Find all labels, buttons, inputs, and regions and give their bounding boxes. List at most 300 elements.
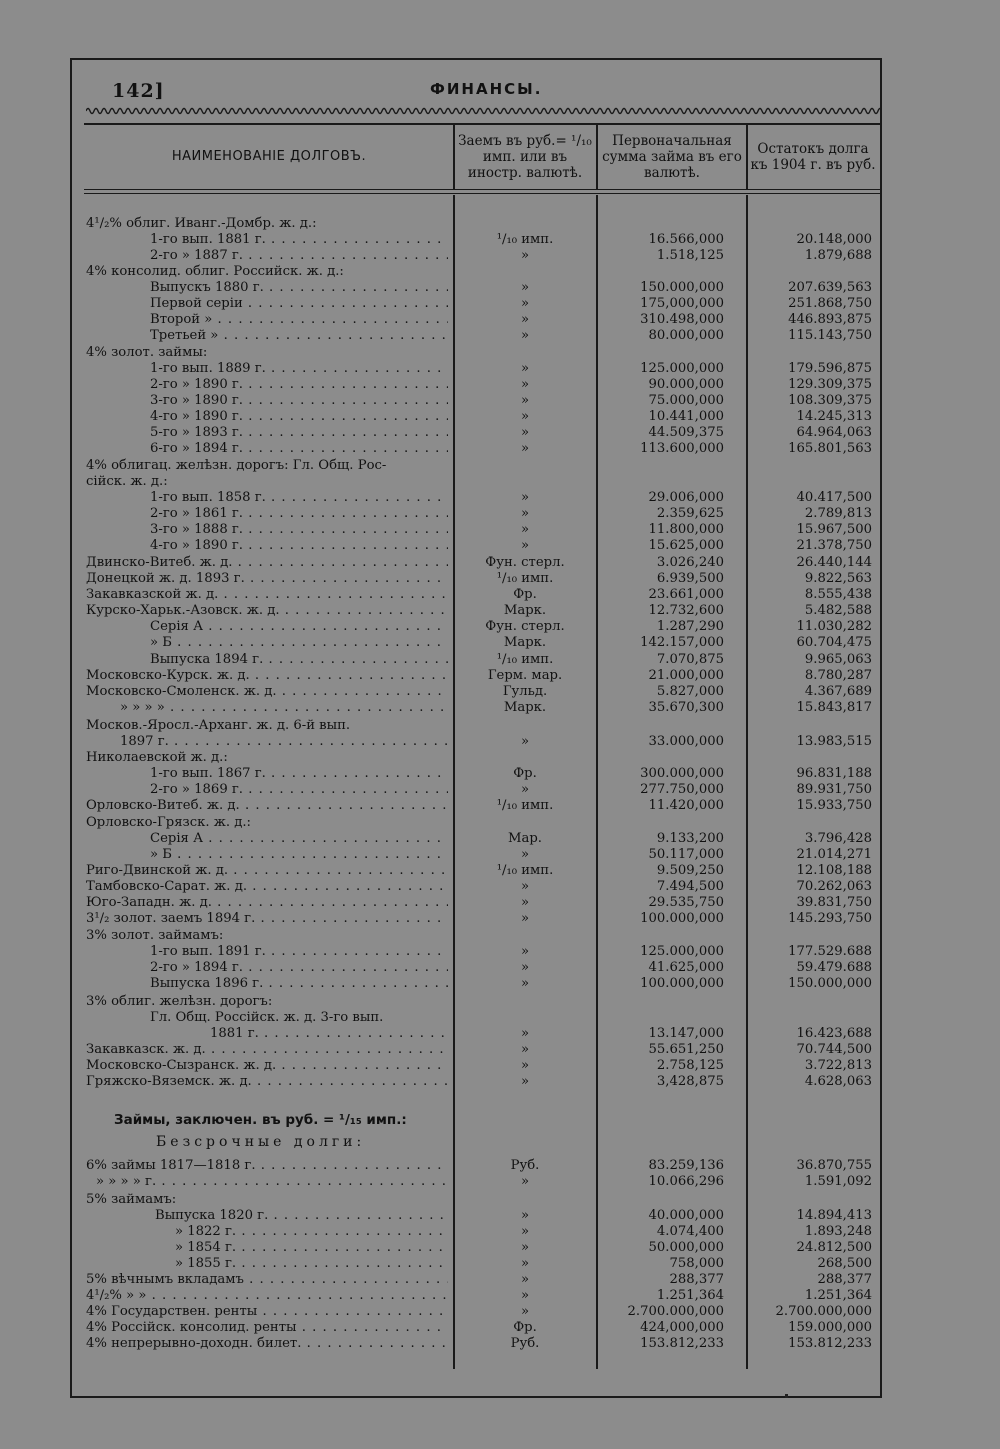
original-amount: 90.000,000 [648, 377, 724, 392]
original-amount: 33.000,000 [648, 734, 724, 749]
original-amount: 3,428,875 [656, 1074, 724, 1089]
debt-name [150, 248, 448, 264]
loan-currency: » [520, 538, 530, 553]
debt-name [150, 280, 448, 296]
debt-name [86, 603, 448, 619]
table-row [0, 1336, 1000, 1352]
debt-name-text: » 1855 г. [175, 1256, 237, 1271]
debt-name-text: Закавказск. ж. д. [86, 1042, 206, 1057]
debt-name [86, 750, 448, 766]
loan-currency: Марк. [503, 603, 547, 618]
original-amount: 300.000,000 [640, 766, 724, 781]
debt-name-text: Третьей » [150, 328, 219, 343]
original-amount: 2.359,625 [656, 506, 724, 521]
remaining-debt: 39.831,750 [796, 895, 872, 910]
original-amount: 2.758,125 [656, 1058, 724, 1073]
table-row [0, 1240, 1000, 1256]
loan-currency: ¹/₁₀ имп. [496, 863, 554, 878]
loan-currency: » [520, 522, 530, 537]
original-amount: 11.800,000 [648, 522, 724, 537]
remaining-debt: 21.378,750 [796, 538, 872, 553]
original-amount: 80.000,000 [648, 328, 724, 343]
loan-currency: » [520, 1240, 530, 1255]
remaining-debt: 1.893,248 [804, 1224, 872, 1239]
remaining-debt: 4.628,063 [804, 1074, 872, 1089]
original-amount: 9.509,250 [656, 863, 724, 878]
debt-name [86, 994, 448, 1010]
debt-name [120, 734, 448, 750]
loan-currency: » [520, 312, 530, 327]
debt-name [150, 635, 448, 651]
table-row [0, 1010, 1000, 1026]
debt-name-text: 1-го вып. 1867 г. [150, 766, 266, 781]
debt-name-text: Серія А [150, 831, 204, 846]
debt-name [150, 766, 448, 782]
debt-name-text: 5% вѣчнымъ вкладамъ [86, 1272, 244, 1287]
debt-name-text: 6% займы 1817—1818 г. [86, 1158, 256, 1173]
remaining-debt: 159.000,000 [788, 1320, 872, 1335]
loan-currency: ¹/₁₀ имп. [496, 232, 554, 247]
debt-name-text: 1881 г. [210, 1026, 259, 1041]
remaining-debt: 14.894,413 [796, 1208, 872, 1223]
original-amount: 153.812,233 [640, 1336, 724, 1351]
loan-currency: Мар. [508, 831, 542, 846]
section-heading: Займы, заключен. въ руб. = ¹/₁₅ имп.: [114, 1112, 407, 1128]
table-row [0, 1224, 1000, 1240]
original-amount: 150.000,000 [640, 280, 724, 295]
loan-currency: » [520, 976, 530, 991]
debt-name-text: Закавказской ж. д. [86, 587, 219, 602]
remaining-debt: 446.893,875 [788, 312, 872, 327]
remaining-debt: 108.309,375 [788, 393, 872, 408]
debt-name [150, 409, 448, 425]
table-row [0, 700, 1000, 716]
table-row [0, 718, 1000, 734]
debt-name [86, 1320, 448, 1336]
table-row [0, 328, 1000, 344]
table-row [0, 1042, 1000, 1058]
loan-currency: ¹/₁₀ имп. [496, 652, 554, 667]
column-header-remainder: Остатокъ долга къ 1904 г. въ руб. [750, 141, 876, 173]
remaining-debt: 1.251,364 [804, 1288, 872, 1303]
table-row [0, 1158, 1000, 1174]
table-row [0, 393, 1000, 409]
debt-name-text: 4% Россійск. консолид. ренты [86, 1320, 297, 1335]
original-amount: 5.827,000 [656, 684, 724, 699]
table-row [0, 1026, 1000, 1042]
debt-name-text: Тамбовско-Сарат. ж. д. [86, 879, 248, 894]
table-row [0, 345, 1000, 361]
debt-name-text: Гл. Общ. Россійск. ж. д. 3-го вып. [150, 1010, 384, 1025]
debt-name [150, 441, 448, 457]
table-row [0, 895, 1000, 911]
loan-currency: Герм. мар. [487, 668, 563, 683]
table-row [0, 587, 1000, 603]
debt-name [150, 361, 448, 377]
loan-currency: » [520, 1288, 530, 1303]
debt-name [150, 490, 448, 506]
table-row [0, 490, 1000, 506]
original-amount: 29.535,750 [648, 895, 724, 910]
debt-name-text: Орловско-Витеб. ж. д. [86, 798, 240, 813]
debt-name [86, 1336, 448, 1352]
table-row [0, 668, 1000, 684]
loan-currency: » [520, 506, 530, 521]
debt-name-text: » Б [150, 847, 172, 862]
original-amount: 10.441,000 [648, 409, 724, 424]
loan-currency: » [520, 895, 530, 910]
table-row [0, 994, 1000, 1010]
original-amount: 1.251,364 [656, 1288, 724, 1303]
loan-currency: Руб. [510, 1336, 540, 1351]
column-header-name: НАИМЕНОВАНІЕ ДОЛГОВЪ. [171, 149, 367, 164]
remaining-debt: 64.964,063 [796, 425, 872, 440]
debt-name [86, 1272, 448, 1288]
debt-name-text: 6-го » 1894 г. [150, 441, 244, 456]
loan-currency: » [520, 328, 530, 343]
loan-currency: » [520, 361, 530, 376]
debt-name-text: 2-го » 1869 г. [150, 782, 244, 797]
debt-name [150, 1010, 448, 1026]
original-amount: 21.000,000 [648, 668, 724, 683]
loan-currency: Фун. стерл. [485, 619, 565, 634]
table-row [0, 1272, 1000, 1288]
debt-name [150, 506, 448, 522]
debt-name [150, 831, 448, 847]
debt-name [86, 863, 448, 879]
original-amount: 40.000,000 [648, 1208, 724, 1223]
debt-name [150, 976, 448, 992]
remaining-debt: 15.967,500 [796, 522, 872, 537]
debt-name [150, 232, 448, 248]
table-row [0, 1174, 1000, 1190]
debt-name [86, 458, 448, 474]
debt-name-text: Донецкой ж. д. 1893 г. [86, 571, 245, 586]
remaining-debt: 13.983,515 [796, 734, 872, 749]
debt-name-text: 4-го » 1890 г. [150, 409, 244, 424]
debt-name-text: 2-го » 1861 г. [150, 506, 244, 521]
loan-currency: Марк. [503, 635, 547, 650]
column-header-original: Первоначальная сумма займа въ его валютѣ. [602, 133, 742, 181]
debt-name [86, 1058, 448, 1074]
remaining-debt: 150.000,000 [788, 976, 872, 991]
debt-name [150, 393, 448, 409]
debt-name-text: Московско-Курск. ж. д. [86, 668, 250, 683]
loan-currency: Фун. стерл. [485, 555, 565, 570]
debt-name-text: » » » » [120, 700, 165, 715]
remaining-debt: 20.148,000 [796, 232, 872, 247]
remaining-debt: 153.812,233 [788, 1336, 872, 1351]
debt-name [150, 619, 448, 635]
loan-currency: Гульд. [502, 684, 548, 699]
remaining-debt: 1.591,092 [804, 1174, 872, 1189]
loan-currency: » [520, 1074, 530, 1089]
debt-name-text: 1-го вып. 1881 г. [150, 232, 266, 247]
table-row [0, 684, 1000, 700]
loan-currency: » [520, 944, 530, 959]
debt-name [86, 264, 448, 280]
table-row [0, 296, 1000, 312]
loan-currency: » [520, 782, 530, 797]
debt-name-text: 1-го вып. 1891 г. [150, 944, 266, 959]
remaining-debt: 60.704,475 [796, 635, 872, 650]
loan-currency: ¹/₁₀ имп. [496, 571, 554, 586]
debt-name [150, 847, 448, 863]
remaining-debt: 14.245,313 [796, 409, 872, 424]
debt-name-text: » Б [150, 635, 172, 650]
debt-name [86, 718, 448, 734]
print-mark [785, 1394, 788, 1398]
table-row [0, 1058, 1000, 1074]
original-amount: 758,000 [669, 1256, 724, 1271]
debt-name-text: 1-го вып. 1858 г. [150, 490, 266, 505]
table-row [0, 506, 1000, 522]
remaining-debt: 96.831,188 [796, 766, 872, 781]
loan-currency: » [520, 393, 530, 408]
table-row [0, 522, 1000, 538]
debt-name-text: Московско-Сызранск. ж. д. [86, 1058, 277, 1073]
table-row [0, 361, 1000, 377]
debt-name [86, 1074, 448, 1090]
original-amount: 1.287,290 [656, 619, 724, 634]
remaining-debt: 3.722,813 [804, 1058, 872, 1073]
debt-name-text: Московско-Смоленск. ж. д. [86, 684, 277, 699]
original-amount: 23.661,000 [648, 587, 724, 602]
debt-name [150, 652, 448, 668]
table-row [0, 976, 1000, 992]
table-row [0, 280, 1000, 296]
debt-name-text: Первой серіи [150, 296, 243, 311]
original-amount: 142.157,000 [640, 635, 724, 650]
original-amount: 16.566,000 [648, 232, 724, 247]
table-row [0, 425, 1000, 441]
original-amount: 13.147,000 [648, 1026, 724, 1041]
remaining-debt: 5.482,588 [804, 603, 872, 618]
debt-name-text: Юго-Западн. ж. д. [86, 895, 212, 910]
table-row [0, 944, 1000, 960]
loan-currency: » [520, 847, 530, 862]
remaining-debt: 15.933,750 [796, 798, 872, 813]
original-amount: 10.066,296 [648, 1174, 724, 1189]
original-amount: 75.000,000 [648, 393, 724, 408]
remaining-debt: 70.744,500 [796, 1042, 872, 1057]
table-row [0, 216, 1000, 232]
remaining-debt: 129.309,375 [788, 377, 872, 392]
table-row [0, 782, 1000, 798]
table-row [0, 1192, 1000, 1208]
remaining-debt: 2.789,813 [804, 506, 872, 521]
remaining-debt: 3.796,428 [804, 831, 872, 846]
original-amount: 12.732,600 [648, 603, 724, 618]
remaining-debt: 207.639,563 [788, 280, 872, 295]
remaining-debt: 36.870,755 [796, 1158, 872, 1173]
debt-name [175, 1224, 448, 1240]
loan-currency: » [520, 425, 530, 440]
original-amount: 1.518,125 [656, 248, 724, 263]
debt-name-text: 5-го » 1893 г. [150, 425, 244, 440]
loan-currency: » [520, 1304, 530, 1319]
debt-name [86, 1042, 448, 1058]
original-amount: 6.939,500 [656, 571, 724, 586]
debt-name [86, 474, 448, 490]
debt-name-text: » 1822 г. [175, 1224, 237, 1239]
remaining-debt: 145.293,750 [788, 911, 872, 926]
table-row [0, 409, 1000, 425]
original-amount: 175,000,000 [640, 296, 724, 311]
table-row [0, 312, 1000, 328]
original-amount: 29.006,000 [648, 490, 724, 505]
original-amount: 83.259,136 [648, 1158, 724, 1173]
loan-currency: » [520, 1272, 530, 1287]
table-row [0, 815, 1000, 831]
debt-name [210, 1026, 448, 1042]
debt-name [86, 587, 448, 603]
section-heading: Безсрочные долги: [156, 1134, 366, 1150]
original-amount: 7.070,875 [656, 652, 724, 667]
column-header-loan: Заемъ въ руб.= ¹/₁₀ имп. или въ иностр. валютѣ. [458, 133, 592, 181]
original-amount: 15.625,000 [648, 538, 724, 553]
remaining-debt: 288,377 [817, 1272, 872, 1287]
debt-name-text: 3-го » 1888 г. [150, 522, 244, 537]
original-amount: 50.117,000 [648, 847, 724, 862]
remaining-debt: 179.596,875 [788, 361, 872, 376]
debt-name-text: 3-го » 1890 г. [150, 393, 244, 408]
debt-name [150, 377, 448, 393]
remaining-debt: 21.014,271 [796, 847, 872, 862]
debt-name-text: 3% золот. займамъ: [86, 928, 224, 943]
debt-name [86, 216, 448, 232]
debt-name [86, 668, 448, 684]
table-row [0, 798, 1000, 814]
loan-currency: » [520, 1256, 530, 1271]
table-row [0, 960, 1000, 976]
original-amount: 125.000,000 [640, 361, 724, 376]
debt-name [86, 879, 448, 895]
debt-name [86, 555, 448, 571]
debt-name-text: 3% облиг. желѣзн. дорогъ: [86, 994, 273, 1009]
loan-currency: » [520, 1058, 530, 1073]
debt-name-text: сійск. ж. д.: [86, 474, 168, 489]
debt-name [150, 328, 448, 344]
original-amount: 100.000,000 [640, 976, 724, 991]
loan-currency: Фр. [513, 1320, 537, 1335]
debt-name [86, 815, 448, 831]
table-row [0, 863, 1000, 879]
debt-name [86, 1158, 448, 1174]
debt-name [86, 1288, 448, 1304]
debt-name-text: Гряжско-Вяземск. ж. д. [86, 1074, 252, 1089]
debt-name-text: 2-го » 1887 г. [150, 248, 244, 263]
debt-name [150, 960, 448, 976]
debt-name-text: Двинско-Витеб. ж. д. [86, 555, 233, 570]
remaining-debt: 4.367,689 [804, 684, 872, 699]
table-row [0, 635, 1000, 651]
remaining-debt: 26.440,144 [796, 555, 872, 570]
loan-currency: Фр. [513, 766, 537, 781]
original-amount: 2.700.000,000 [627, 1304, 724, 1319]
table-row [0, 1304, 1000, 1320]
table-row [0, 766, 1000, 782]
table-row [0, 603, 1000, 619]
table-row [0, 750, 1000, 766]
loan-currency: » [520, 1174, 530, 1189]
debt-name-text: Выпускъ 1880 г. [150, 280, 264, 295]
loan-currency: Руб. [510, 1158, 540, 1173]
debt-name [86, 345, 448, 361]
debt-name-text: 1897 г. [120, 734, 169, 749]
table-row [0, 1288, 1000, 1304]
original-amount: 7.494,500 [656, 879, 724, 894]
debt-name-text: 2-го » 1890 г. [150, 377, 244, 392]
debt-name [86, 571, 448, 587]
loan-currency: ¹/₁₀ имп. [496, 798, 554, 813]
loan-currency: » [520, 490, 530, 505]
table-row [0, 734, 1000, 750]
table-row [0, 377, 1000, 393]
debt-name [86, 928, 448, 944]
table-row [0, 911, 1000, 927]
debt-name-text: Орловско-Грязск. ж. д.: [86, 815, 251, 830]
loan-currency: » [520, 377, 530, 392]
remaining-debt: 59.479.688 [796, 960, 872, 975]
table-row [0, 879, 1000, 895]
remaining-debt: 177.529.688 [788, 944, 872, 959]
loan-currency: » [520, 1224, 530, 1239]
debt-name-text: Выпуска 1894 г. [150, 652, 264, 667]
debt-name [86, 911, 448, 927]
loan-currency: » [520, 734, 530, 749]
table-row [0, 538, 1000, 554]
original-amount: 55.651,250 [648, 1042, 724, 1057]
debt-name-text: 4¹/₂% облиг. Иванг.-Домбр. ж. д.: [86, 216, 317, 231]
remaining-debt: 8.555,438 [804, 587, 872, 602]
debt-name-text: Курско-Харьк.-Азовск. ж. д. [86, 603, 280, 618]
remaining-debt: 9.822,563 [804, 571, 872, 586]
original-amount: 4.074,400 [656, 1224, 724, 1239]
table-row [0, 619, 1000, 635]
loan-currency: » [520, 1208, 530, 1223]
table-row [0, 928, 1000, 944]
table-row [0, 474, 1000, 490]
debt-name-text: 4% Государствен. ренты [86, 1304, 258, 1319]
loan-currency: » [520, 879, 530, 894]
original-amount: 113.600,000 [640, 441, 724, 456]
original-amount: 277.750,000 [640, 782, 724, 797]
loan-currency: » [520, 280, 530, 295]
loan-currency: » [520, 1042, 530, 1057]
table-row [0, 1208, 1000, 1224]
debt-name [86, 684, 448, 700]
original-amount: 11.420,000 [648, 798, 724, 813]
debt-name-text: Москов.-Яросл.-Арханг. ж. д. 6-й вып. [86, 718, 351, 733]
debt-name [150, 538, 448, 554]
loan-currency: » [520, 409, 530, 424]
original-amount: 310.498,000 [640, 312, 724, 327]
page-number: 142] [112, 80, 165, 102]
table-row [0, 232, 1000, 248]
debt-name-text: 1-го вып. 1889 г. [150, 361, 266, 376]
debt-name-text: Николаевской ж. д.: [86, 750, 228, 765]
table-row [0, 555, 1000, 571]
table-row [0, 264, 1000, 280]
original-amount: 3.026,240 [656, 555, 724, 570]
debt-name-text: 3¹/₂ золот. заемъ 1894 г. [86, 911, 256, 926]
original-amount: 424,000,000 [640, 1320, 724, 1335]
loan-currency: Фр. [513, 587, 537, 602]
original-amount: 41.625,000 [648, 960, 724, 975]
remaining-debt: 12.108,188 [796, 863, 872, 878]
remaining-debt: 16.423,688 [796, 1026, 872, 1041]
